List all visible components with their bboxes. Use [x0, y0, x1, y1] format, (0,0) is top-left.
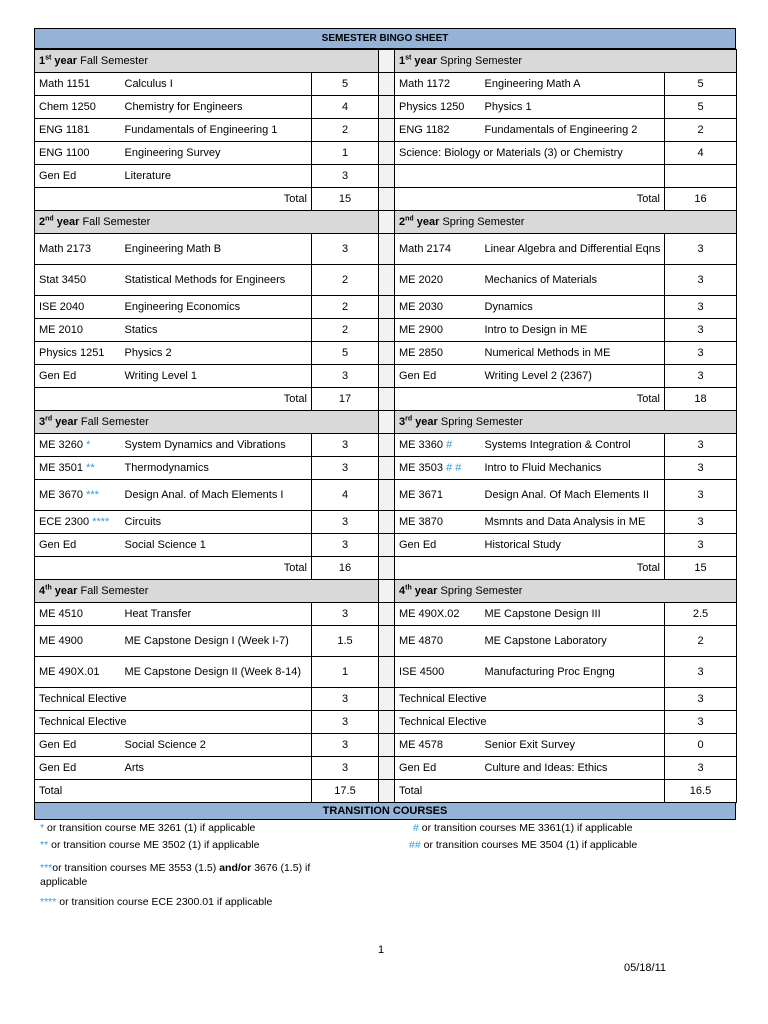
- year2-header-row: [35, 211, 737, 234]
- fall-course-name: Statics: [121, 319, 312, 342]
- note-star-2: ** or transition course ME 3502 (1) if applicable: [40, 839, 260, 851]
- fall-course-credits: 4: [312, 96, 379, 119]
- column-gap: [379, 211, 395, 234]
- fall-course-code: ME 3670 ***: [35, 480, 121, 511]
- course-row: [35, 142, 737, 165]
- spring-semester-header: 3rd year Spring Semester: [395, 411, 737, 434]
- fall-course-code: ME 4900: [35, 626, 121, 657]
- spring-course-code: ENG 1182: [395, 119, 481, 142]
- fall-total-label: Total: [35, 557, 312, 580]
- spring-course-credits: 4: [665, 142, 737, 165]
- column-gap: [379, 688, 395, 711]
- spring-course-code: Science: Biology or Materials (3) or Chemistry: [395, 142, 665, 165]
- fall-course-name: Physics 2: [121, 342, 312, 365]
- column-gap: [379, 711, 395, 734]
- fall-total-credits: 17: [312, 388, 379, 411]
- spring-course-credits: 3: [665, 434, 737, 457]
- spring-course-name: Intro to Fluid Mechanics: [481, 457, 665, 480]
- fall-course-credits: 3: [312, 511, 379, 534]
- spring-course-code: ME 3671: [395, 480, 481, 511]
- year3-header-row: [35, 411, 737, 434]
- course-row: [35, 96, 737, 119]
- column-gap: [379, 411, 395, 434]
- fall-course-code: Gen Ed: [35, 165, 121, 188]
- course-row: [35, 534, 737, 557]
- fall-course-code: ME 3260 *: [35, 434, 121, 457]
- spring-semester-header: 2nd year Spring Semester: [395, 211, 737, 234]
- note-hash-2: ## or transition courses ME 3504 (1) if applicable: [409, 839, 638, 851]
- course-row: [35, 734, 737, 757]
- fall-course-code: Gen Ed: [35, 534, 121, 557]
- spring-course-credits: 3: [665, 711, 737, 734]
- spring-course-name: Mechanics of Materials: [481, 265, 665, 296]
- spring-course-code: Technical Elective: [395, 688, 665, 711]
- fall-course-credits: 1: [312, 142, 379, 165]
- note-hash-1: # or transition courses ME 3361(1) if applicable: [413, 822, 633, 834]
- sheet-title: SEMESTER BINGO SHEET: [34, 28, 736, 49]
- spring-course-credits: 2: [665, 626, 737, 657]
- fall-course-code: ME 2010: [35, 319, 121, 342]
- fall-course-code: ISE 2040: [35, 296, 121, 319]
- spring-course-code: Gen Ed: [395, 534, 481, 557]
- spring-course-code: Gen Ed: [395, 757, 481, 780]
- note-star-3: ***or transition courses ME 3553 (1.5) and/or 3676 (1.5) if applicable: [40, 862, 311, 888]
- spring-semester-header: 4th year Spring Semester: [395, 580, 737, 603]
- spring-total-credits: 16: [665, 188, 737, 211]
- spring-course-name: Msmnts and Data Analysis in ME: [481, 511, 665, 534]
- fall-course-code: ENG 1181: [35, 119, 121, 142]
- spring-total-label: Total: [395, 780, 665, 803]
- spring-course-code: Math 2174: [395, 234, 481, 265]
- fall-course-code: ENG 1100: [35, 142, 121, 165]
- spring-course-code: ME 2850: [395, 342, 481, 365]
- fall-course-credits: 3: [312, 434, 379, 457]
- fall-course-credits: 4: [312, 480, 379, 511]
- fall-total-credits: 16: [312, 557, 379, 580]
- fall-course-code: Math 1151: [35, 73, 121, 96]
- column-gap: [379, 265, 395, 296]
- fall-course-name: Literature: [121, 165, 312, 188]
- column-gap: [379, 626, 395, 657]
- column-gap: [379, 234, 395, 265]
- spring-total-credits: 15: [665, 557, 737, 580]
- note-star-1: * or transition course ME 3261 (1) if applicable: [40, 822, 256, 834]
- fall-course-code: ME 490X.01: [35, 657, 121, 688]
- fall-course-name: Thermodynamics: [121, 457, 312, 480]
- column-gap: [379, 73, 395, 96]
- spring-course-name: ME Capstone Design III: [481, 603, 665, 626]
- column-gap: [379, 511, 395, 534]
- course-grid: [34, 49, 737, 803]
- fall-course-name: Fundamentals of Engineering 1: [121, 119, 312, 142]
- column-gap: [379, 457, 395, 480]
- column-gap: [379, 757, 395, 780]
- spring-course-credits: 5: [665, 73, 737, 96]
- spring-total-credits: 16.5: [665, 780, 737, 803]
- column-gap: [379, 480, 395, 511]
- fall-course-credits: 2: [312, 265, 379, 296]
- spring-course-credits: 3: [665, 688, 737, 711]
- course-row: [35, 119, 737, 142]
- fall-course-name: Heat Transfer: [121, 603, 312, 626]
- course-row: [35, 657, 737, 688]
- spring-course-credits: 3: [665, 511, 737, 534]
- column-gap: [379, 657, 395, 688]
- spring-course-code: ME 3503 # #: [395, 457, 481, 480]
- course-row: [35, 265, 737, 296]
- fall-course-credits: 3: [312, 757, 379, 780]
- spring-semester-header: 1st year Spring Semester: [395, 50, 737, 73]
- fall-course-name: Writing Level 1: [121, 365, 312, 388]
- spring-course-credits: 0: [665, 734, 737, 757]
- spring-course-name: Writing Level 2 (2367): [481, 365, 665, 388]
- spring-total-label: Total: [395, 388, 665, 411]
- course-row: [35, 73, 737, 96]
- spring-course-code: Gen Ed: [395, 365, 481, 388]
- spring-course-name: Senior Exit Survey: [481, 734, 665, 757]
- fall-semester-header: 4th year Fall Semester: [35, 580, 379, 603]
- fall-course-name: Chemistry for Engineers: [121, 96, 312, 119]
- fall-course-credits: 3: [312, 734, 379, 757]
- fall-course-name: Engineering Math B: [121, 234, 312, 265]
- spring-course-code: ME 2020: [395, 265, 481, 296]
- course-row: [35, 365, 737, 388]
- column-gap: [379, 557, 395, 580]
- spring-course-code: ME 4578: [395, 734, 481, 757]
- fall-course-credits: 2: [312, 119, 379, 142]
- note-star-4: **** or transition course ECE 2300.01 if applicable: [40, 896, 273, 908]
- spring-course-credits: 3: [665, 534, 737, 557]
- spring-course-code: ME 3360 #: [395, 434, 481, 457]
- fall-course-code: Technical Elective: [35, 688, 312, 711]
- fall-course-code: Gen Ed: [35, 757, 121, 780]
- fall-semester-header: 3rd year Fall Semester: [35, 411, 379, 434]
- spring-course-name: Design Anal. Of Mach Elements II: [481, 480, 665, 511]
- column-gap: [379, 734, 395, 757]
- course-row: [35, 296, 737, 319]
- course-row: [35, 342, 737, 365]
- course-row: [35, 711, 737, 734]
- spring-course-credits: 3: [665, 342, 737, 365]
- year1-total-row: [35, 188, 737, 211]
- spring-course-credits: 3: [665, 296, 737, 319]
- spring-course-credits: 3: [665, 757, 737, 780]
- fall-course-name: ME Capstone Design II (Week 8-14): [121, 657, 312, 688]
- fall-course-credits: 3: [312, 234, 379, 265]
- fall-course-code: Gen Ed: [35, 365, 121, 388]
- year4-total-row: [35, 780, 737, 803]
- spring-course-name: Culture and Ideas: Ethics: [481, 757, 665, 780]
- column-gap: [379, 296, 395, 319]
- spring-course-name: Numerical Methods in ME: [481, 342, 665, 365]
- year4-header-row: [35, 580, 737, 603]
- fall-course-name: Social Science 2: [121, 734, 312, 757]
- spring-course-credits: 3: [665, 365, 737, 388]
- fall-total-label: Total: [35, 780, 312, 803]
- fall-course-name: Engineering Survey: [121, 142, 312, 165]
- fall-semester-header: 2nd year Fall Semester: [35, 211, 379, 234]
- fall-course-credits: 3: [312, 457, 379, 480]
- fall-course-code: Technical Elective: [35, 711, 312, 734]
- column-gap: [379, 580, 395, 603]
- fall-course-credits: 5: [312, 342, 379, 365]
- course-row: [35, 603, 737, 626]
- course-row: [35, 165, 737, 188]
- fall-course-code: ME 4510: [35, 603, 121, 626]
- fall-course-name: Statistical Methods for Engineers: [121, 265, 312, 296]
- fall-course-name: Engineering Economics: [121, 296, 312, 319]
- year3-total-row: [35, 557, 737, 580]
- course-row: [35, 480, 737, 511]
- spring-total-label: Total: [395, 188, 665, 211]
- spring-course-name: Systems Integration & Control: [481, 434, 665, 457]
- spring-course-credits: 3: [665, 480, 737, 511]
- spring-course-code: ME 4870: [395, 626, 481, 657]
- fall-semester-header: 1st year Fall Semester: [35, 50, 379, 73]
- column-gap: [379, 188, 395, 211]
- fall-course-name: Social Science 1: [121, 534, 312, 557]
- fall-course-code: Chem 1250: [35, 96, 121, 119]
- fall-course-credits: 3: [312, 365, 379, 388]
- fall-course-code: Stat 3450: [35, 265, 121, 296]
- column-gap: [379, 142, 395, 165]
- fall-course-name: Calculus I: [121, 73, 312, 96]
- column-gap: [379, 534, 395, 557]
- column-gap: [379, 50, 395, 73]
- spring-course-code: Math 1172: [395, 73, 481, 96]
- column-gap: [379, 388, 395, 411]
- fall-total-label: Total: [35, 388, 312, 411]
- column-gap: [379, 603, 395, 626]
- fall-course-name: Arts: [121, 757, 312, 780]
- course-row: [35, 511, 737, 534]
- course-row: [35, 434, 737, 457]
- spring-course-code: ME 2900: [395, 319, 481, 342]
- fall-course-code: ME 3501 **: [35, 457, 121, 480]
- spring-course-credits: 2: [665, 119, 737, 142]
- course-row: [35, 319, 737, 342]
- fall-course-code: Physics 1251: [35, 342, 121, 365]
- spring-course-code: Technical Elective: [395, 711, 665, 734]
- fall-course-code: Math 2173: [35, 234, 121, 265]
- spring-course-name: Physics 1: [481, 96, 665, 119]
- year1-header-row: [35, 50, 737, 73]
- fall-course-credits: 3: [312, 688, 379, 711]
- spring-course-name: Engineering Math A: [481, 73, 665, 96]
- column-gap: [379, 434, 395, 457]
- spring-course-credits: 3: [665, 265, 737, 296]
- fall-total-credits: 17.5: [312, 780, 379, 803]
- fall-total-label: Total: [35, 188, 312, 211]
- spring-course-code: ME 490X.02: [395, 603, 481, 626]
- fall-course-credits: 2: [312, 319, 379, 342]
- spring-course-name: [481, 165, 665, 188]
- spring-course-credits: 3: [665, 457, 737, 480]
- spring-course-credits: 3: [665, 234, 737, 265]
- fall-course-name: System Dynamics and Vibrations: [121, 434, 312, 457]
- column-gap: [379, 165, 395, 188]
- spring-course-credits: 3: [665, 319, 737, 342]
- spring-course-credits: [665, 165, 737, 188]
- course-row: [35, 757, 737, 780]
- fall-course-name: Design Anal. of Mach Elements I: [121, 480, 312, 511]
- fall-course-credits: 5: [312, 73, 379, 96]
- spring-course-code: ME 3870: [395, 511, 481, 534]
- fall-course-credits: 2: [312, 296, 379, 319]
- spring-course-name: Dynamics: [481, 296, 665, 319]
- fall-course-name: ME Capstone Design I (Week I-7): [121, 626, 312, 657]
- spring-course-credits: 5: [665, 96, 737, 119]
- spring-course-credits: 3: [665, 657, 737, 688]
- fall-course-name: Circuits: [121, 511, 312, 534]
- spring-course-code: Physics 1250: [395, 96, 481, 119]
- column-gap: [379, 319, 395, 342]
- column-gap: [379, 365, 395, 388]
- column-gap: [379, 96, 395, 119]
- course-row: [35, 234, 737, 265]
- page-number: 1: [378, 944, 385, 956]
- spring-total-credits: 18: [665, 388, 737, 411]
- spring-course-name: Linear Algebra and Differential Eqns: [481, 234, 665, 265]
- spring-course-name: Manufacturing Proc Engng: [481, 657, 665, 688]
- column-gap: [379, 342, 395, 365]
- course-row: [35, 457, 737, 480]
- fall-course-credits: 3: [312, 603, 379, 626]
- fall-course-credits: 3: [312, 534, 379, 557]
- fall-course-credits: 3: [312, 711, 379, 734]
- fall-course-credits: 1.5: [312, 626, 379, 657]
- fall-course-credits: 1: [312, 657, 379, 688]
- course-row: [35, 626, 737, 657]
- spring-course-name: Fundamentals of Engineering 2: [481, 119, 665, 142]
- transition-courses-title: TRANSITION COURSES: [34, 803, 736, 820]
- spring-course-name: Historical Study: [481, 534, 665, 557]
- spring-course-code: [395, 165, 481, 188]
- revision-date: 05/18/11: [624, 962, 667, 974]
- spring-course-code: ME 2030: [395, 296, 481, 319]
- column-gap: [379, 119, 395, 142]
- fall-course-credits: 3: [312, 165, 379, 188]
- spring-course-name: ME Capstone Laboratory: [481, 626, 665, 657]
- year2-total-row: [35, 388, 737, 411]
- bingo-sheet: [34, 28, 736, 820]
- course-row: [35, 688, 737, 711]
- spring-total-label: Total: [395, 557, 665, 580]
- fall-course-code: ECE 2300 ****: [35, 511, 121, 534]
- fall-total-credits: 15: [312, 188, 379, 211]
- spring-course-code: ISE 4500: [395, 657, 481, 688]
- spring-course-credits: 2.5: [665, 603, 737, 626]
- fall-course-code: Gen Ed: [35, 734, 121, 757]
- column-gap: [379, 780, 395, 803]
- spring-course-name: Intro to Design in ME: [481, 319, 665, 342]
